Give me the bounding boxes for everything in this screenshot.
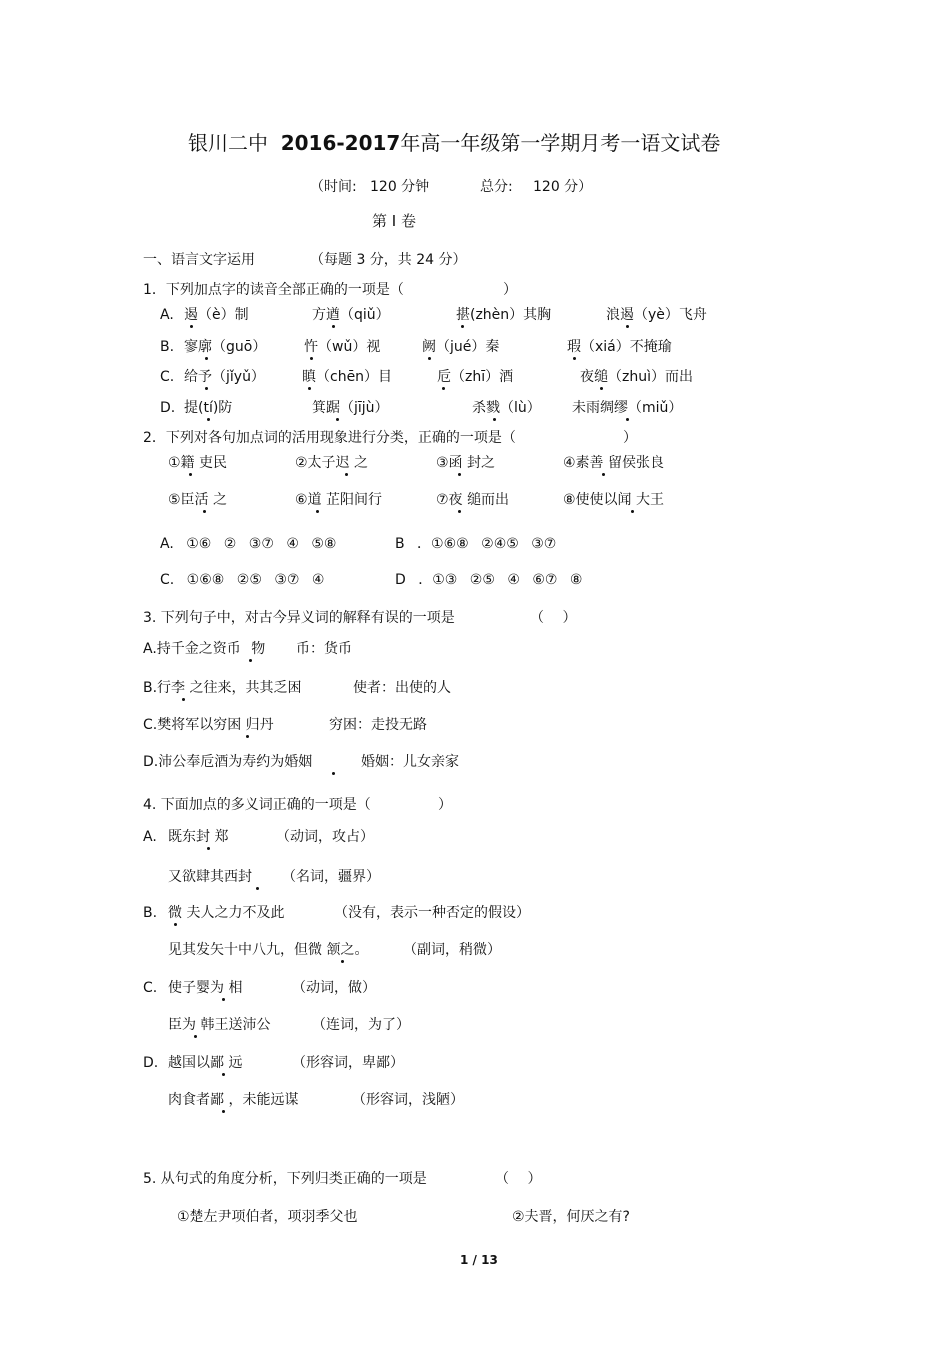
q4-b-line2: 见其发矢十中八九，但微 颔之。 xyxy=(168,942,369,958)
emphasis-dot xyxy=(190,325,193,328)
q1-d-1: 提(tí)防 xyxy=(184,400,233,416)
volume-heading: 第 Ⅰ 卷 xyxy=(372,212,416,230)
q4-c-line1: 使子婴为 相 xyxy=(168,980,243,996)
emphasis-dot xyxy=(345,473,348,476)
q2-item-1: ①籍 吏民 xyxy=(168,455,228,471)
q2-option-d: D ．①③ ②⑤ ④ ⑥⑦ ⑧ xyxy=(395,572,583,588)
q4-b-line1: 微 夫人之力不及此 xyxy=(168,905,285,921)
q3-paren: （ ） xyxy=(530,610,577,626)
q4-d-gloss2: （形容词，浅陋） xyxy=(352,1092,464,1108)
emphasis-dot xyxy=(194,1035,197,1038)
emphasis-dot xyxy=(256,887,259,890)
q1-b-4: 瑕（xiá）不掩瑜 xyxy=(567,339,672,355)
q4-paren: ） xyxy=(438,797,452,813)
emphasis-dot xyxy=(174,923,177,926)
q1-b-2: 忤（wǔ）视 xyxy=(304,339,381,355)
q1-stem: 1．下列加点字的读音全部正确的一项是（ xyxy=(143,282,404,298)
page-number: 1 / 13 xyxy=(460,1253,498,1267)
q1-d-4: 未雨绸缪（miǔ） xyxy=(572,400,683,416)
q1-c-2: 瞋（chēn）目 xyxy=(302,369,393,385)
q1-c-label: C. xyxy=(160,369,175,385)
q2-item-5: ⑤臣活 之 xyxy=(168,492,228,508)
q2-item-2: ②太子迟 之 xyxy=(295,455,369,471)
q2-item-3: ③函 封之 xyxy=(436,455,496,471)
q3-stem: 3. 下列句子中，对古今异义词的解释有误的一项是 xyxy=(143,610,455,626)
emphasis-dot xyxy=(626,418,629,421)
q2-paren: ） xyxy=(623,430,637,446)
q4-c-gloss1: （动词，做） xyxy=(292,980,376,996)
emphasis-dot xyxy=(222,1073,225,1076)
emphasis-dot xyxy=(203,510,206,513)
q3-option-d: D.沛公奉卮酒为寿约为婚姻 xyxy=(143,754,313,770)
q4-d-line2: 肉食者鄙 ，未能远谋 xyxy=(168,1092,299,1108)
q2-option-b: B ．①⑥⑧ ②④⑤ ③⑦ xyxy=(395,536,557,552)
q1-paren: ） xyxy=(503,282,517,298)
q1-b-3: 阙（jué）秦 xyxy=(422,339,500,355)
q3-option-a: A.持千金之资币 物 xyxy=(143,641,266,657)
emphasis-dot xyxy=(182,698,185,701)
q4-a-line2: 又欲肆其西封 xyxy=(168,869,252,885)
q4-b-gloss1: （没有，表示一种否定的假设） xyxy=(334,905,530,921)
emphasis-dot xyxy=(207,847,210,850)
q1-d-label: D. xyxy=(160,400,176,416)
emphasis-dot xyxy=(207,418,210,421)
emphasis-dot xyxy=(458,473,461,476)
emphasis-dot xyxy=(310,357,313,360)
emphasis-dot xyxy=(493,418,496,421)
q3-option-c: C.樊将军以穷困 归丹 xyxy=(143,717,274,733)
q1-d-3: 杀戮（lù） xyxy=(472,400,541,416)
q2-item-8: ⑧使使以闻 大王 xyxy=(563,492,665,508)
emphasis-dot xyxy=(600,387,603,390)
q1-a-1: 遏（è）制 xyxy=(184,307,249,323)
emphasis-dot xyxy=(332,772,335,775)
q2-option-a: A. ①⑥ ② ③⑦ ④ ⑤⑧ xyxy=(160,536,337,552)
emphasis-dot xyxy=(428,357,431,360)
emphasis-dot xyxy=(442,387,445,390)
emphasis-dot xyxy=(336,418,339,421)
emphasis-dot xyxy=(205,357,208,360)
emphasis-dot xyxy=(461,325,464,328)
emphasis-dot xyxy=(458,510,461,513)
q4-c-line2: 臣为 韩王送沛公 xyxy=(168,1017,271,1033)
q3-gloss-d: 婚姻：儿女亲家 xyxy=(361,754,459,770)
emphasis-dot xyxy=(573,357,576,360)
emphasis-dot xyxy=(332,325,335,328)
emphasis-dot xyxy=(602,473,605,476)
emphasis-dot xyxy=(249,659,252,662)
q3-gloss-c: 穷困：走投无路 xyxy=(329,717,427,733)
time-value: 120 分钟 xyxy=(370,179,430,195)
q1-a-label: A. xyxy=(160,307,174,323)
q5-item-2: ②夫晋，何厌之有? xyxy=(512,1209,630,1225)
q5-item-1: ①楚左尹项伯者，项羽季父也 xyxy=(177,1209,358,1225)
score-label: 总分: xyxy=(480,179,513,195)
q4-b-gloss2: （副词，稍微） xyxy=(403,942,501,958)
emphasis-dot xyxy=(316,510,319,513)
q5-paren: （ ） xyxy=(495,1171,542,1187)
q1-a-4: 浪遏（yè）飞舟 xyxy=(606,307,707,323)
emphasis-dot xyxy=(222,1110,225,1113)
q5-stem: 5. 从句式的角度分析，下列归类正确的一项是 xyxy=(143,1171,427,1187)
emphasis-dot xyxy=(189,473,192,476)
q2-option-c: C. ①⑥⑧ ②⑤ ③⑦ ④ xyxy=(160,572,325,588)
emphasis-dot xyxy=(631,510,634,513)
q4-a-gloss2: （名词，疆界） xyxy=(282,869,380,885)
q4-c-gloss2: （连词，为了） xyxy=(312,1017,410,1033)
q4-b-label: B. xyxy=(143,905,158,921)
emphasis-dot xyxy=(222,998,225,1001)
q1-a-2: 方遒（qiǔ） xyxy=(312,307,390,323)
q2-item-4: ④素善 留侯张良 xyxy=(563,455,665,471)
q1-b-1: 寥廓（guō） xyxy=(184,339,267,355)
title-suffix: 年高一年级第一学期月考一语文试卷 xyxy=(400,131,721,155)
section-note: （每题 3 分，共 24 分） xyxy=(310,252,467,268)
q3-gloss-a: 币：货币 xyxy=(296,641,352,657)
q1-b-label: B. xyxy=(160,339,175,355)
emphasis-dot xyxy=(626,325,629,328)
q1-c-4: 夜缒（zhuì）而出 xyxy=(580,369,693,385)
q4-a-line1: 既东封 郑 xyxy=(168,829,229,845)
q3-gloss-b: 使者：出使的人 xyxy=(353,680,451,696)
q1-c-1: 给予（jǐyǔ） xyxy=(184,369,265,385)
time-label: （时间: xyxy=(310,179,357,195)
q1-d-2: 箕踞（jījù） xyxy=(312,400,389,416)
q2-item-6: ⑥道 芷阳间行 xyxy=(295,492,383,508)
title-years: 2016-2017 xyxy=(280,131,401,155)
emphasis-dot xyxy=(308,387,311,390)
q4-stem: 4. 下面加点的多义词正确的一项是（ xyxy=(143,797,371,813)
q4-a-label: A. xyxy=(143,829,157,845)
q2-item-7: ⑦夜 缒而出 xyxy=(436,492,510,508)
emphasis-dot xyxy=(341,960,344,963)
score-value: 120 分） xyxy=(533,179,593,195)
q4-d-line1: 越国以鄙 远 xyxy=(168,1055,243,1071)
q4-d-label: D. xyxy=(143,1055,159,1071)
q4-a-gloss1: （动词，攻占） xyxy=(276,829,374,845)
title-school: 银川二中 xyxy=(188,131,268,155)
q4-d-gloss1: （形容词，卑鄙） xyxy=(292,1055,404,1071)
exam-title xyxy=(188,133,720,153)
section-title: 一、语言文字运用 xyxy=(143,252,255,268)
q3-option-b: B.行李 之往来，共其乏困 xyxy=(143,680,302,696)
emphasis-dot xyxy=(246,735,249,738)
q1-a-3: 揕(zhèn）其胸 xyxy=(456,307,552,323)
q2-stem: 2．下列对各句加点词的活用现象进行分类，正确的一项是（ xyxy=(143,430,516,446)
emphasis-dot xyxy=(205,387,208,390)
q1-c-3: 卮（zhī）酒 xyxy=(437,369,514,385)
q4-c-label: C. xyxy=(143,980,158,996)
